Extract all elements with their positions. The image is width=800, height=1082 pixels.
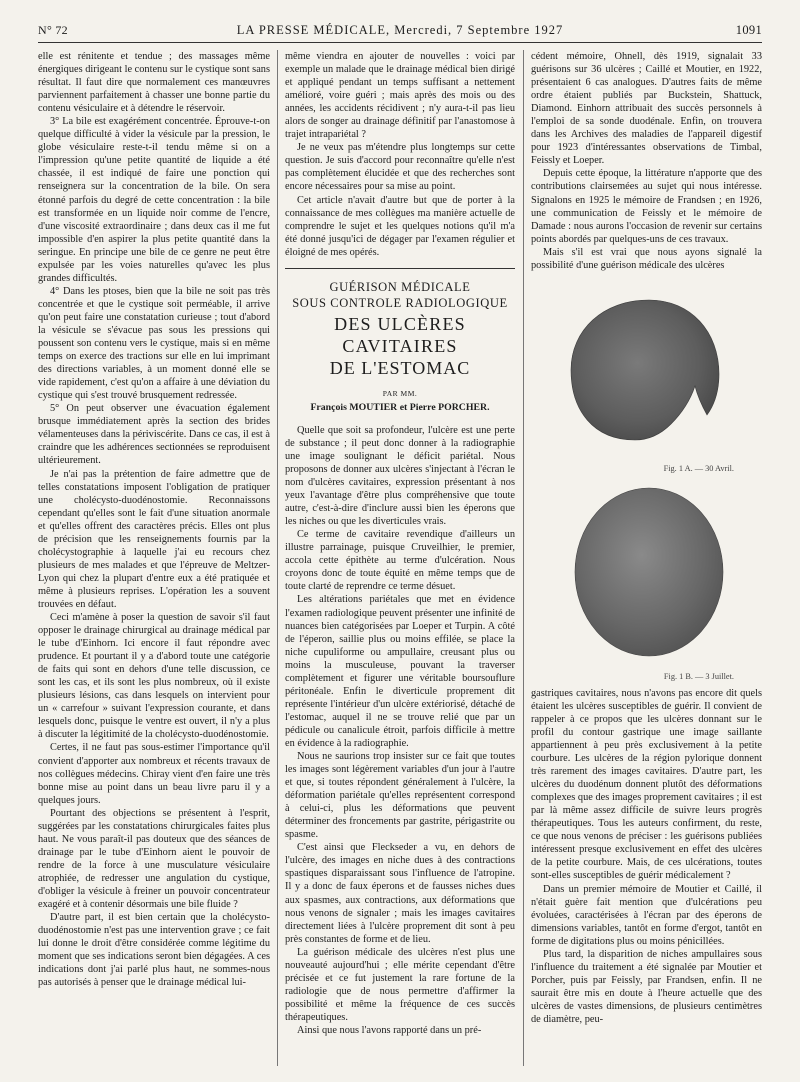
journal-title-text: LA PRESSE MÉDICALE, Mercredi, 7 Septembre 1927 [236, 23, 564, 37]
article-separator [285, 268, 515, 269]
column-2-top-text [285, 50, 515, 259]
paragraph: La guérison médicale des ulcères n'est plus une nouveauté aujourd'hui ; elle mérite cependant d'être précisée et ce fut justement la rare fortune de la radiologie que de nous permettre d'affirmer la possibilité et même la fréquence de ces succès thérapeutiques. [285, 946, 515, 1023]
article-kicker-1: GUÉRISON MÉDICALE [329, 279, 471, 294]
column-3-top-text [531, 50, 762, 272]
paragraph: Pourtant des objections se présentent à l'esprit, suggérées par les constatations chirurgicales faites plus haut. Ne vous paraît-il pas douteux que des séances de drainage par le tube d'Einhorn aient le pouvoir de rendre de la force à une musculature vésiculaire atrophiée, de redresser une angulation du cystique, d'obliger la vésicule à freiner un pouvoir concentrateur exagéré et à contenir désormais une bile fluide ? [38, 807, 270, 911]
paragraph: 4° Dans les ptoses, bien que la bile ne soit pas très concentrée et que le cystique soit perméable, il arrive qu'on peut faire une constatation curieuse ; tout d'abord la vésicule se s'évacue pas sous les pressions qui poussent son contenu vers le cystique, mais si en même temps on exerce des tractions sur elle en lui imprimant des directions variables, à un moment donné elle se vide rapidement, c'est qu'on a affaire à une déviation du cystique qui s'est trouvé brusquement redressée. [38, 285, 270, 402]
figure-1a [531, 272, 762, 477]
paragraph: D'autre part, il est bien certain que la cholécysto-duodénostomie n'est pas une intervention grave ; ce fait lui donne le droit d'être considérée comme légitime du moment que ses indications seront bien dégagées. A ces indications dont j'ai parlé plus haut, ne sommes-nous pas autorisés à penser que le drainage médical lui- [38, 912, 270, 989]
column-rule [277, 50, 278, 1066]
paragraph: elle est rénitente et tendue ; des massages même énergiques dirigeant le contenu sur le cystique sont sans résultat. Il faut dire que normalement ces manœuvres parviennent parfaitement à chasser une bonne partie du contenu vésiculaire et à détendre le réservoir. [38, 51, 270, 115]
paragraph: Cet article n'avait d'autre but que de porter à la connaissance de mes collègues ma manière actuelle de comprendre le sujet et les quelques notions qu'il m'a été donné jusqu'ici de dégager par l'examen régulier et éloigné de mes opérés. [285, 194, 515, 258]
paragraph: Nous ne saurions trop insister sur ce fait que toutes les images sont légèrement variables d'un jour à l'autre et que, si toutes répondent généralement à l'ulcère, la déformation pariétale qu'elles représentent correspond à celui-ci, plus les déformations que peuvent déterminer des froncements par gastrite, périgastrite ou spasme. [285, 751, 515, 841]
column-1 [38, 50, 270, 989]
article-title-2: DE L'ESTOMAC [329, 357, 471, 378]
column-rule [523, 50, 524, 1066]
article-title-1: DES ULCÈRES CAVITAIRES [334, 313, 466, 356]
paragraph: Je ne veux pas m'étendre plus longtemps sur cette question. Je suis d'accord pour reconnaître qu'elle n'est pas complètement élucidée et que des recherches sont encore nécessaires pour sa mise au point. [285, 142, 515, 193]
page-header [38, 20, 762, 43]
article-by: PAR MM. [382, 388, 418, 398]
paragraph: Quelle que soit sa profondeur, l'ulcère est une perte de substance ; il peut donc donner à la radiographie une image soulignant le déficit pariétal. Nous proposons de donner aux ulcères s'injectant à l'écran le nom d'ulcères cavitaires, expression présentant à nos yeux l'avantage d'être plus compréhensive que toute autre, c'est-à-dire d'inclure aussi bien les éperons que les niches ou que les diverticules vrais. [285, 424, 515, 528]
issue-number: N° 72 [38, 23, 68, 37]
paragraph: Ceci m'amène à poser la question de savoir s'il faut opposer le drainage chirurgical au drainage médical par le tube d'Einhorn. Ici encore il faut répondre avec prudence. Et pourtant il y a d'abord toute une catégorie de faits qui sont en dehors d'une telle discussion, ce sont les cas, et ils sont les plus nombreux, où il existe plusieurs lésions, cas dans lesquels on intervient pour un « carrefour » suivant l'expression courante, et dans lesquels donc, puisque le ventre est ouvert, il n'y a plus à discuter la légitimité de la cholécysto-duodénostomie. [38, 612, 270, 741]
paragraph: Mais s'il est vrai que nous ayons signalé la possibilité d'une guérison médicale des ulcères [531, 246, 762, 271]
paragraph: Certes, il ne faut pas sous-estimer l'importance qu'il convient d'apporter aux nombreux et récents travaux de nos collègues médecins. Chiray vient d'en faire une très bonne mise au point dans un beau livre paru il y a quelques jours. [38, 742, 270, 806]
article-body-text [285, 424, 515, 1037]
column-3 [531, 50, 762, 1026]
paragraph: Dans un premier mémoire de Moutier et Caillé, il n'était guère fait mention que d'ulcérations peu évoluées, caractérisées à l'écran par des éperons de dimensions variables, tantôt en forme d'ergot, tantôt en forme de digitations plus ou moins pénicillées. [531, 883, 762, 947]
article-authors: François MOUTIER et Pierre PORCHER. [310, 401, 490, 413]
column-1-text [38, 50, 270, 989]
figure-1b-caption: Fig. 1 B. — 3 Juillet. [663, 671, 734, 681]
radiograph-1b [531, 477, 762, 677]
page-number: 1091 [735, 23, 762, 37]
paragraph: Ce terme de cavitaire revendique d'ailleurs un illustre parrainage, puisque Cruveilhier, le premier, accola cette épithète au terme d'ulcération. Nous croyons donc de toute équité en même temps que de toute clarté de reprendre ce terme désuet. [285, 529, 515, 593]
column-3-bottom-text [531, 687, 762, 1026]
paragraph: Plus tard, la disparition de niches ampullaires sous l'influence du traitement a été signalée par Moutier et Porcher, puis par Feissly, par Frandsen, enfin. Il ne saurait être mis en doute à l'heure actuelle que des ulcères de vastes dimensions, de plusieurs centimètres de diamètre, peu- [531, 948, 762, 1025]
paragraph: cédent mémoire, Ohnell, dès 1919, signalait 33 guérisons sur 36 ulcères ; Caillé et Moutier, en 1922, présentaient 6 cas analogues. D'autres faits de même ordre étaient publiés par Buckstein, Shattuck, Diamond. Einhorn attribuait des succès personnels à l'emploi de sa sonde duodénale. Enfin, on trouvera dans les Archives des maladies de l'appareil digestif pour 1923 d'intéressantes observations de Timbal, Feissly et Loeper. [531, 51, 762, 167]
journal-title [38, 23, 762, 38]
paragraph: même viendra en ajouter de nouvelles : voici par exemple un malade que le drainage médical bien dirigé et appliqué pendant un temps suffisant a nettement amélioré, voire guéri ; mais après des mois ou des années, les accidents récidivent ; n'y aura-t-il pas lieu alors de songer au drainage définitif par l'anastomose à trajet intrapariétal ? [285, 51, 515, 141]
figure-1b [531, 477, 762, 687]
radiograph-1a [531, 272, 762, 467]
paragraph: Depuis cette époque, la littérature n'apporte que des contributions clairsemées au sujet qui nous intéresse. Signalons en 1925 le mémoire de Frandsen ; en 1926, une communication de Feissly et le mémoire de Damade : nous aurons l'occasion de revenir sur certains points abordés par quelques-uns de ces travaux. [531, 168, 762, 245]
paragraph: Je n'ai pas la prétention de faire admettre que de telles constatations imposent l'obligation de pratiquer une cholécysto-duodénostomie. Reconnaissons cependant qu'elles sont le fait d'une situation anormale et qu'elles offrent des caractères précis. Elles ont plus de précision que les renseignements fournis par la cholécystographie à laquelle j'ai eu recours chez plusieurs de mes malades et que l'épreuve de Meltzer-Lyon qui chez la plupart d'entre eux a été pratiquée et même à plusieurs reprises. L'opération les a souvent trouvées en défaut. [38, 468, 270, 610]
paragraph: Ainsi que nous l'avons rapporté dans un pré- [297, 1025, 482, 1036]
paragraph: 3° La bile est exagérément concentrée. Éprouve-t-on quelque difficulté à vider la vésicule par la pression, le globe vésiculaire reste-t-il tendu même si on a l'impression qu'une petite quantité de liquide a été chassée, il est indiqué de faire une ponction qui renseignera sur la concentration de la bile. On sera étonné parfois du degré de cette concentration : la bile est transformée en un liquide noir comme de l'encre, d'une viscosité extraordinaire ; dans deux cas il me fut impossible d'en aspirer la plus petite quantité dans la seringue. En principe une bile de ce genre ne peut être expulsée par les voies naturelles qu'avec les plus grandes difficultés. [38, 116, 270, 284]
figure-1a-caption: Fig. 1 A. — 30 Avril. [663, 463, 734, 473]
column-2 [285, 50, 515, 1037]
paragraph: Les altérations pariétales que met en évidence l'examen radiologique peuvent présenter une infinité de nuances bien catégorisées par Loeper et Turpin. A côté de l'éperon, saillie plus ou moins effilée, se place la niche cupuliforme ou ampullaire, creusant plus ou moins la musculeuse, pouvant la traverser complètement et figurer une véritable boursouflure péritonéale. Enfin le diverticule proprement dit représente l'intérieur d'un ulcère extériorisé, détaché de l'estomac, auquel il ne se trouve relié que par un pédicule ou canalicule étroit, parfois difficile à mettre en évidence à la radiographie. [285, 594, 515, 749]
article-heading [285, 279, 515, 414]
paragraph: C'est ainsi que Fleckseder a vu, en dehors de l'ulcère, des images en niche dues à des contractions spastiques disparaissant sous l'influence de l'atropine. Il y a donc de faux éperons et de fausses niches dues aux spasmes, aux contractions, aux déformations que nous venons de signaler ; mais les images cavitaires directement liées à l'ulcère proprement dit sont à peu près constantes de forme et de lieu. [285, 842, 515, 945]
article-kicker-2: SOUS CONTROLE RADIOLOGIQUE [292, 295, 508, 310]
paragraph: 5° On peut observer une évacuation également brusque immédiatement après la section des brides vélamenteuses dans la périviscérite. Dans ce cas, il est à craindre que les adhérences sectionnées se reproduisent ultérieurement. [38, 403, 270, 467]
paragraph: gastriques cavitaires, nous n'avons pas encore dit quels étaient les ulcères susceptibles de guérir. Il convient de rappeler à ce propos que les ulcères donnant sur le profil du contour gastrique une image saillante appartiennent à peu près exclusivement à la petite courbure. Les ulcères de la région pylorique donnent très rarement des images cavitaires. D'autre part, les ulcères du duodénum donnent plutôt des déformations complexes que des images proprement cavitaires ; il est par là même assez difficile de suivre leurs progrès thérapeutiques. Tous les auteurs confirment, du reste, ce que nous venons de préciser : les guérisons publiées intéressent presque exclusivement en effet des ulcères de la petite courbure. Mais, de ces ulcérations, toutes sont-elles susceptibles de guérir médicalement ? [531, 687, 762, 882]
